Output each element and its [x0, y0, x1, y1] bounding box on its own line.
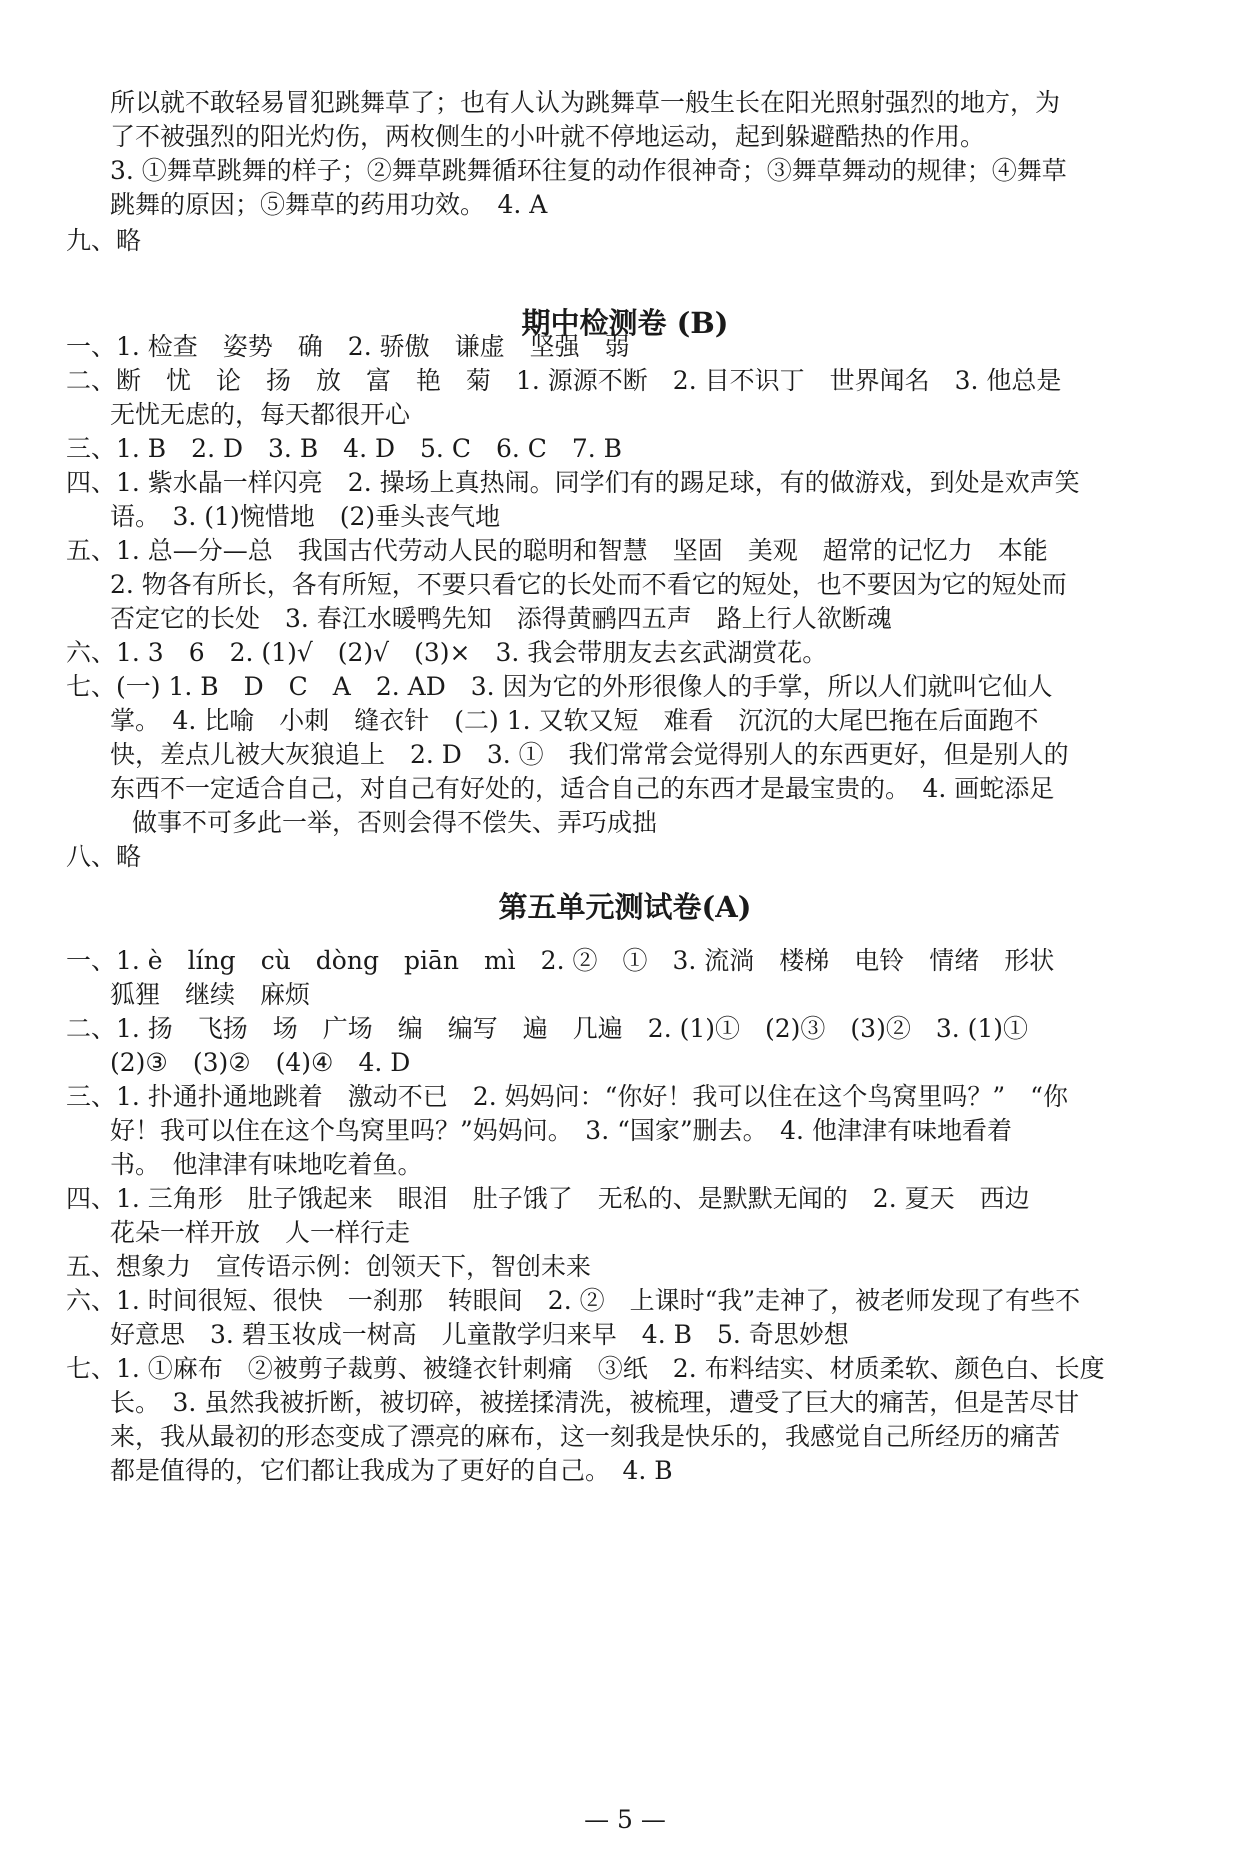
- text-line: 九、略: [66, 226, 142, 255]
- text-line: (2)③ (3)② (4)④ 4. D: [110, 1048, 411, 1077]
- text-line: 七、(一) 1. B D C A 2. AD 3. 因为它的外形很像人的手掌，所以人们就叫它仙人: [66, 672, 1053, 701]
- text-line: 一、1. 检查 姿势 确 2. 骄傲 谦虚 坚强 弱: [66, 332, 630, 361]
- text-line: 了不被强烈的阳光灼伤，两枚侧生的小叶就不停地运动，起到躲避酷热的作用。: [110, 122, 986, 151]
- text-line: 四、1. 三角形 肚子饿起来 眼泪 肚子饿了 无私的、是默默无闻的 2. 夏天 西边: [66, 1184, 1030, 1213]
- text-line: 掌。 4. 比喻 小刺 缝衣针 (二) 1. 又软又短 难看 沉沉的大尾巴拖在后面跑不: [110, 706, 1039, 735]
- text-line: 二、断 忧 论 扬 放 富 艳 菊 1. 源源不断 2. 目不识丁 世界闻名 3. 他总是: [66, 366, 1062, 395]
- text-line: 长。 3. 虽然我被折断，被切碎，被搓揉清洗，被梳理，遭受了巨大的痛苦，但是苦尽甘: [110, 1388, 1080, 1417]
- page-number: — 5 —: [584, 1805, 666, 1834]
- text-line: 六、1. 3 6 2. (1)√ (2)√ (3)× 3. 我会带朋友去玄武湖赏花。: [66, 638, 828, 667]
- text-line: 好！我可以住在这个鸟窝里吗？”妈妈问。 3. “国家”删去。 4. 他津津有味地看着: [110, 1116, 1012, 1145]
- text-line: 三、1. B 2. D 3. B 4. D 5. C 6. C 7. B: [66, 434, 623, 463]
- text-line: 书。 他津津有味地吃着鱼。: [110, 1150, 423, 1179]
- text-line: 二、1. 扬 飞扬 场 广场 编 编写 遍 几遍 2. (1)① (2)③ (3)② 3. (1)①: [66, 1014, 1029, 1043]
- text-line: 八、略: [66, 842, 142, 871]
- text-line: 花朵一样开放 人一样行走: [110, 1218, 411, 1247]
- text-line: 跳舞的原因；⑤舞草的药用功效。 4. A: [110, 190, 548, 219]
- text-line: 狐狸 继续 麻烦: [110, 980, 311, 1009]
- text-line: 一、1. è líng cù dòng piān mì 2. ② ① 3. 流淌 楼梯 电铃 情绪 形状: [66, 946, 1055, 975]
- text-line: 五、想象力 宣传语示例：创领天下，智创未来: [66, 1252, 592, 1281]
- text-line: 否定它的长处 3. 春江水暖鸭先知 添得黄鹂四五声 路上行人欲断魂: [110, 604, 892, 633]
- text-line: 四、1. 紫水晶一样闪亮 2. 操场上真热闹。同学们有的踢足球，有的做游戏，到处是欢声笑: [66, 468, 1080, 497]
- text-line: 3. ①舞草跳舞的样子；②舞草跳舞循环往复的动作很神奇；③舞草舞动的规律；④舞草: [110, 156, 1067, 185]
- text-line: 2. 物各有所长，各有所短，不要只看它的长处而不看它的短处，也不要因为它的短处而: [110, 570, 1067, 599]
- section-title-midterm-b: 期中检测卷 (B): [521, 306, 729, 340]
- text-line: 做事不可多此一举，否则会得不偿失、弄巧成拙: [132, 808, 658, 837]
- text-line: 所以就不敢轻易冒犯跳舞草了；也有人认为跳舞草一般生长在阳光照射强烈的地方，为: [110, 88, 1061, 117]
- text-line: 六、1. 时间很短、很快 一刹那 转眼间 2. ② 上课时“我”走神了，被老师发现了有些不: [66, 1286, 1081, 1315]
- text-line: 好意思 3. 碧玉妆成一树高 儿童散学归来早 4. B 5. 奇思妙想: [110, 1320, 849, 1349]
- text-line: 东西不一定适合自己，对自己有好处的，适合自己的东西才是最宝贵的。 4. 画蛇添足: [110, 774, 1055, 803]
- text-line: 七、1. ①麻布 ②被剪子裁剪、被缝衣针刺痛 ③纸 2. 布料结实、材质柔软、颜色白、长度: [66, 1354, 1105, 1383]
- text-line: 五、1. 总—分—总 我国古代劳动人民的聪明和智慧 坚固 美观 超常的记忆力 本能: [66, 536, 1048, 565]
- text-line: 无忧无虑的，每天都很开心: [110, 400, 411, 429]
- text-line: 三、1. 扑通扑通地跳着 激动不已 2. 妈妈问：“你好！我可以住在这个鸟窝里吗？” “你: [66, 1082, 1068, 1111]
- text-line: 来，我从最初的形态变成了漂亮的麻布，这一刻我是快乐的，我感觉自己所经历的痛苦: [110, 1422, 1061, 1451]
- text-line: 快，差点儿被大灰狼追上 2. D 3. ① 我们常常会觉得别人的东西更好，但是别人的: [110, 740, 1069, 769]
- text-line: 语。 3. (1)惋惜地 (2)垂头丧气地: [110, 502, 501, 531]
- text-line: 都是值得的，它们都让我成为了更好的自己。 4. B: [110, 1456, 673, 1485]
- section-title-unit5-a: 第五单元测试卷(A): [498, 890, 752, 924]
